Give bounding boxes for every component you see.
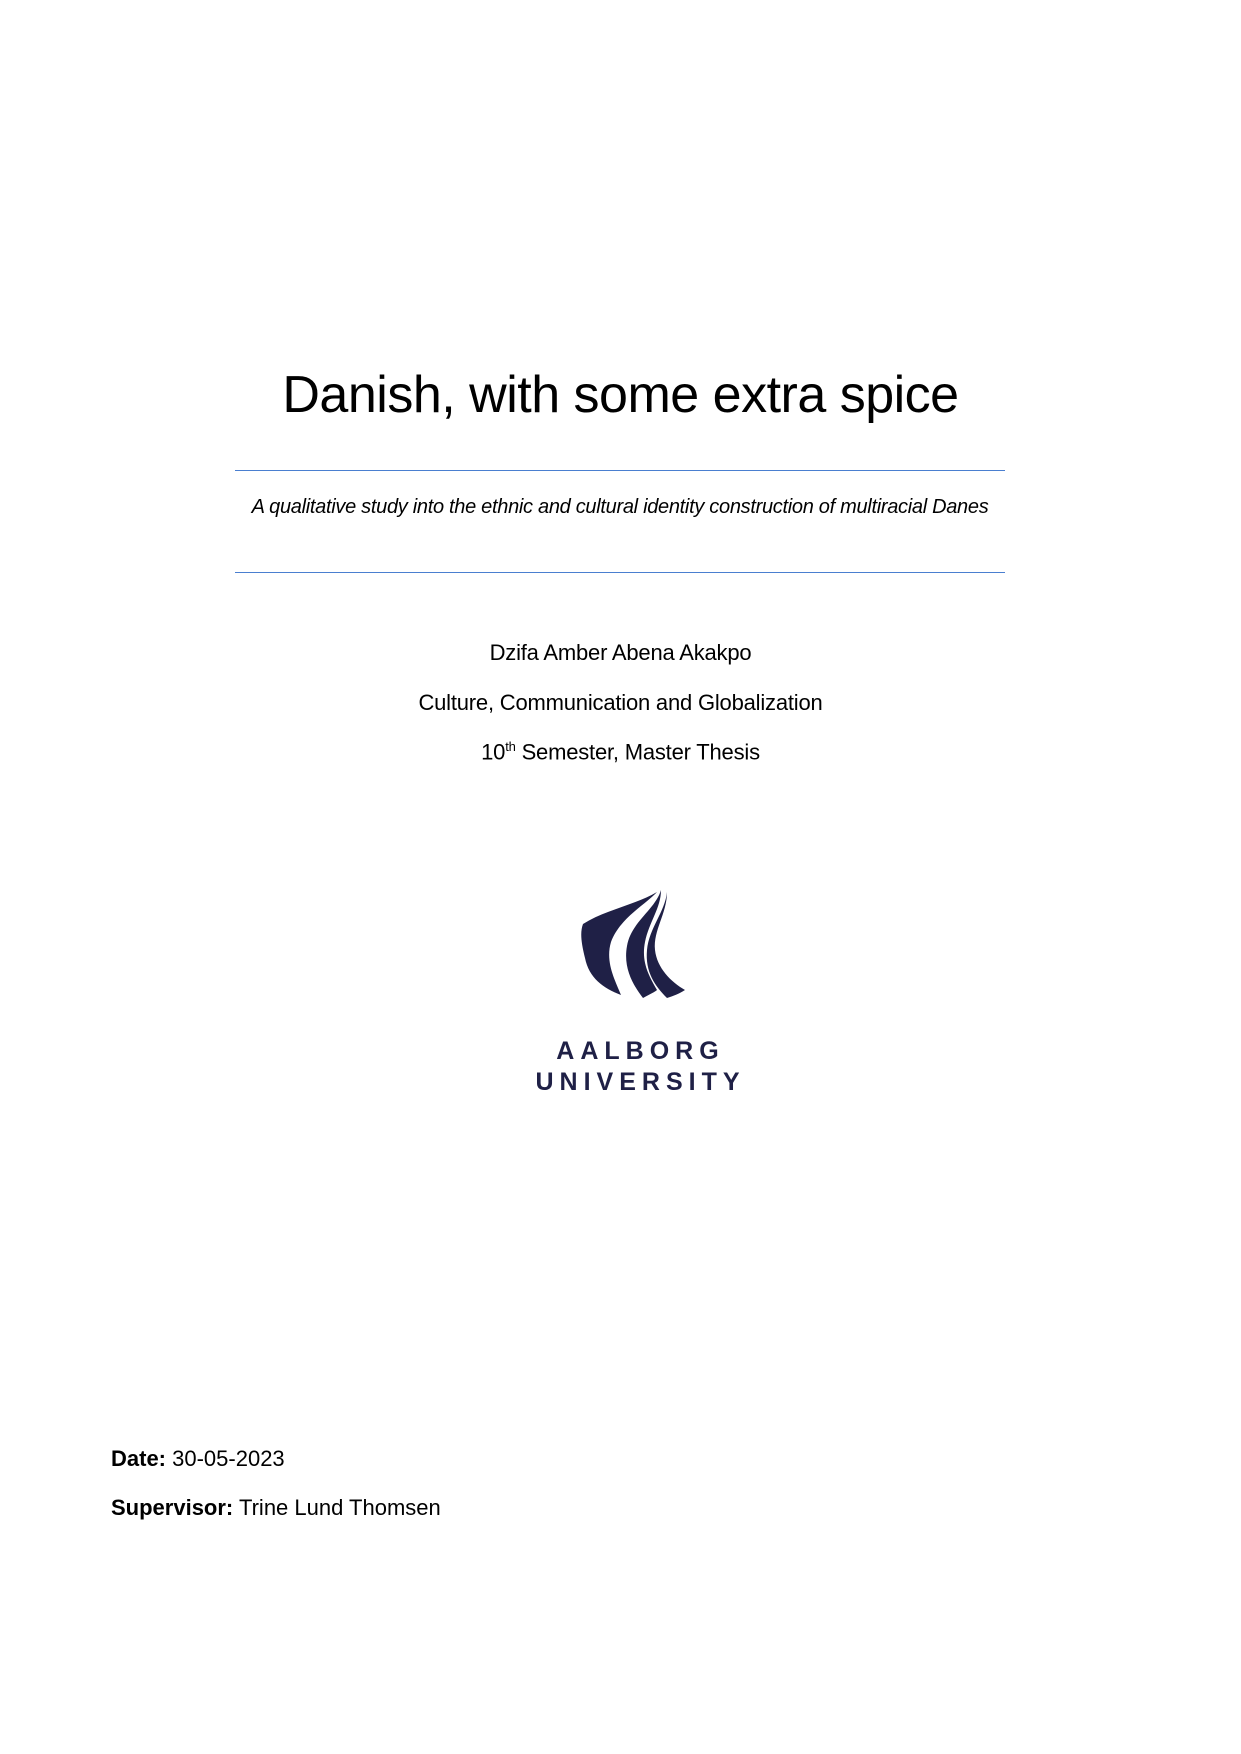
semester-line <box>0 739 1241 765</box>
logo-text-aalborg: AALBORG <box>556 1037 725 1065</box>
date-value: 30-05-2023 <box>166 1446 285 1471</box>
semester-number: 10 <box>481 739 506 765</box>
author-name: Dzifa Amber Abena Akakpo <box>489 640 752 665</box>
logo-text-university: UNIVERSITY <box>535 1068 746 1096</box>
semester-suffix: th <box>505 739 516 754</box>
supervisor-line <box>111 1495 441 1521</box>
title-rule-bottom <box>235 572 1005 573</box>
document-title: Danish, with some extra spice <box>282 366 959 424</box>
date-label: Date: <box>111 1446 167 1471</box>
aalborg-logo-mark-icon <box>575 880 700 1005</box>
supervisor-value: Trine Lund Thomsen <box>233 1495 441 1520</box>
document-subtitle: A qualitative study into the ethnic and cultural identity construction of multiracial Danes <box>251 496 989 518</box>
title-rule-top <box>235 470 1005 471</box>
date-line <box>111 1446 285 1472</box>
semester-text: Semester, Master Thesis <box>515 739 760 765</box>
supervisor-label: Supervisor: <box>111 1495 234 1520</box>
program-name: Culture, Communication and Globalization <box>418 690 823 715</box>
